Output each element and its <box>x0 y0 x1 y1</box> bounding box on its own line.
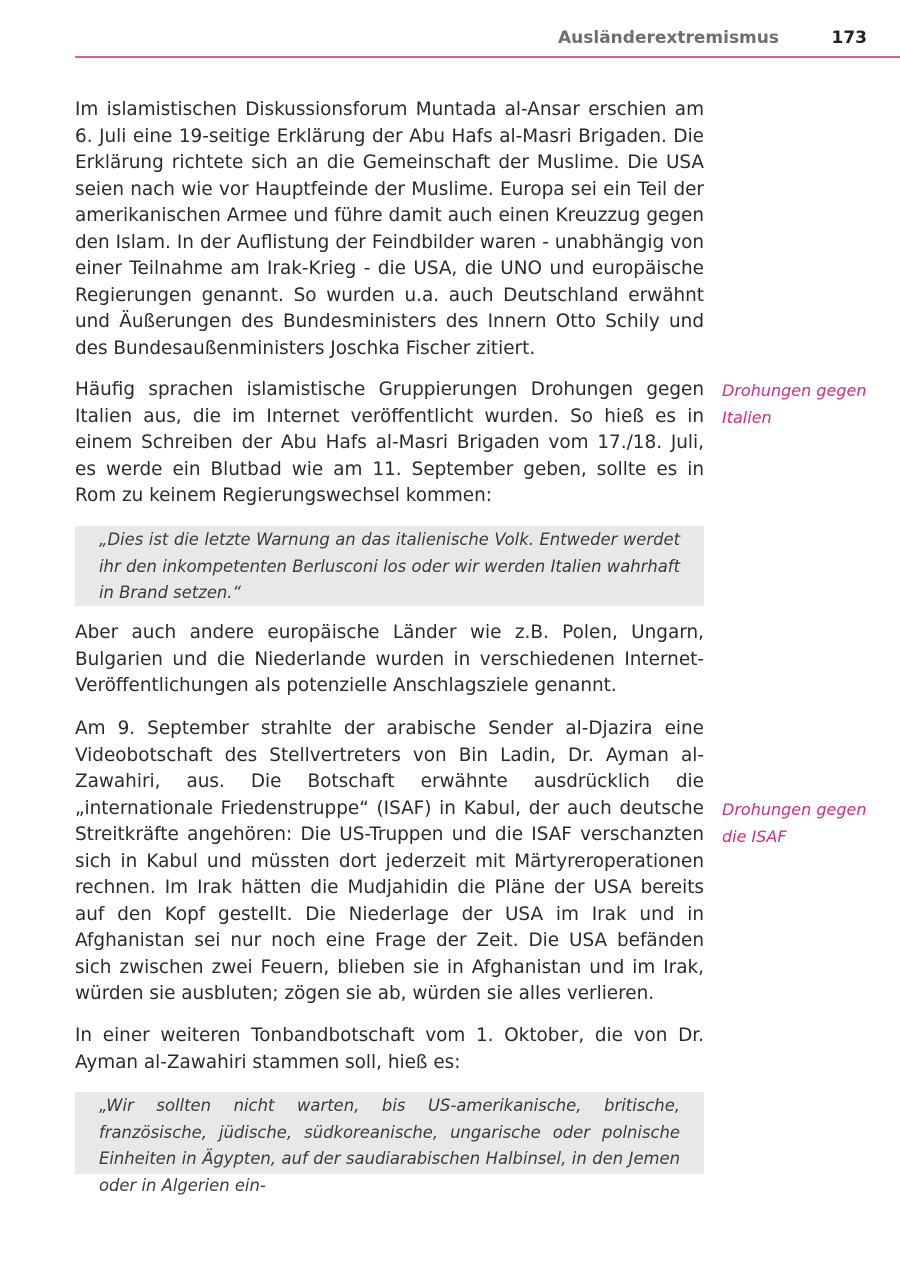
header-rule <box>75 56 900 58</box>
blockquote-2 <box>75 1092 704 1195</box>
chapter-title: Ausländerextremismus <box>558 28 779 48</box>
blockquote-1 <box>75 526 704 606</box>
quote-text-2: „Wir sollten nicht warten, bis US-amerikanische, britische, französische, jüdische, südkoreanische, ungarische oder polnische Einheiten in Ägypten, auf der saudiarabischen Halbinsel, in den Jemen oder in Algerien ein- <box>99 1096 680 1195</box>
running-header <box>75 26 900 58</box>
paragraph-5: In einer weiteren Tonbandbotschaft vom 1. Oktober, die von Dr. Ayman al-Zawahiri stammen soll, hieß es: <box>75 1025 704 1073</box>
margin-note-italy: Drohungen gegen Italien <box>722 381 867 427</box>
paragraph-2: Häufig sprachen islamistische Gruppierungen Drohungen gegen Italien aus, die im Internet veröffentlicht wurden. So hieß es in einem Schreiben der Abu Hafs al-Masri Brigaden vom 17./18. Juli, es werde ein Blutbad wie am 11. September geben, sollte es in Rom zu keinem Regierungswechsel kommen: <box>75 379 704 506</box>
paragraph-4: Am 9. September strahlte der arabische Sender al-Djazira eine Videobotschaft des Stellvertreters von Bin Ladin, Dr. Ayman al-Zawahiri, aus. Die Botschaft erwähnte ausdrücklich die „internationale Friedenstruppe“ (ISAF) in Kabul, der auch deutsche Streitkräfte angehören: Die US-Truppen und die ISAF verschanzten sich in Kabul und müssten dort jederzeit mit Märtyreroperationen rechnen. Im Irak hätten die Mudjahidin die Pläne der USA bereits auf den Kopf gestellt. Die Niederlage der USA im Irak und in Afghanistan sei nur noch eine Frage der Zeit. Die USA befänden sich zwischen zwei Feuern, blieben sie in Afghanistan und im Irak, würden sie ausbluten; zögen sie ab, würden sie alles verlieren. <box>75 718 704 1004</box>
paragraph-3: Aber auch andere europäische Länder wie z.B. Polen, Ungarn, Bulgarien und die Niederlande wurden in verschiedenen Internet-Veröffentlichungen als potenzielle Anschlagsziele genannt. <box>75 622 704 696</box>
paragraph-1: Im islamistischen Diskussionsforum Muntada al-Ansar erschien am 6. Juli eine 19-seitige Erklärung der Abu Hafs al-Masri Brigaden. Die Erklärung richtete sich an die Gemeinschaft der Muslime. Die USA seien nach wie vor Hauptfeinde der Muslime. Europa sei ein Teil der amerikanischen Armee und führe damit auch einen Kreuzzug gegen den Islam. In der Auflistung der Feindbilder waren - unabhängig von einer Teilnahme am Irak-Krieg - die USA, die UNO und europäische Regierungen genannt. So wurden u.a. auch Deutschland erwähnt und Äußerungen des Bundesministers des Innern Otto Schily und des Bundesaußenministers Joschka Fischer zitiert. <box>75 99 704 359</box>
page-number: 173 <box>831 28 867 48</box>
margin-note-isaf: Drohungen gegen die ISAF <box>722 800 867 846</box>
quote-text-1: „Dies ist die letzte Warnung an das italienische Volk. Entweder werdet ihr den inkompetenten Berlusconi los oder wir werden Italien wahrhaft in Brand setzen.“ <box>99 530 680 602</box>
